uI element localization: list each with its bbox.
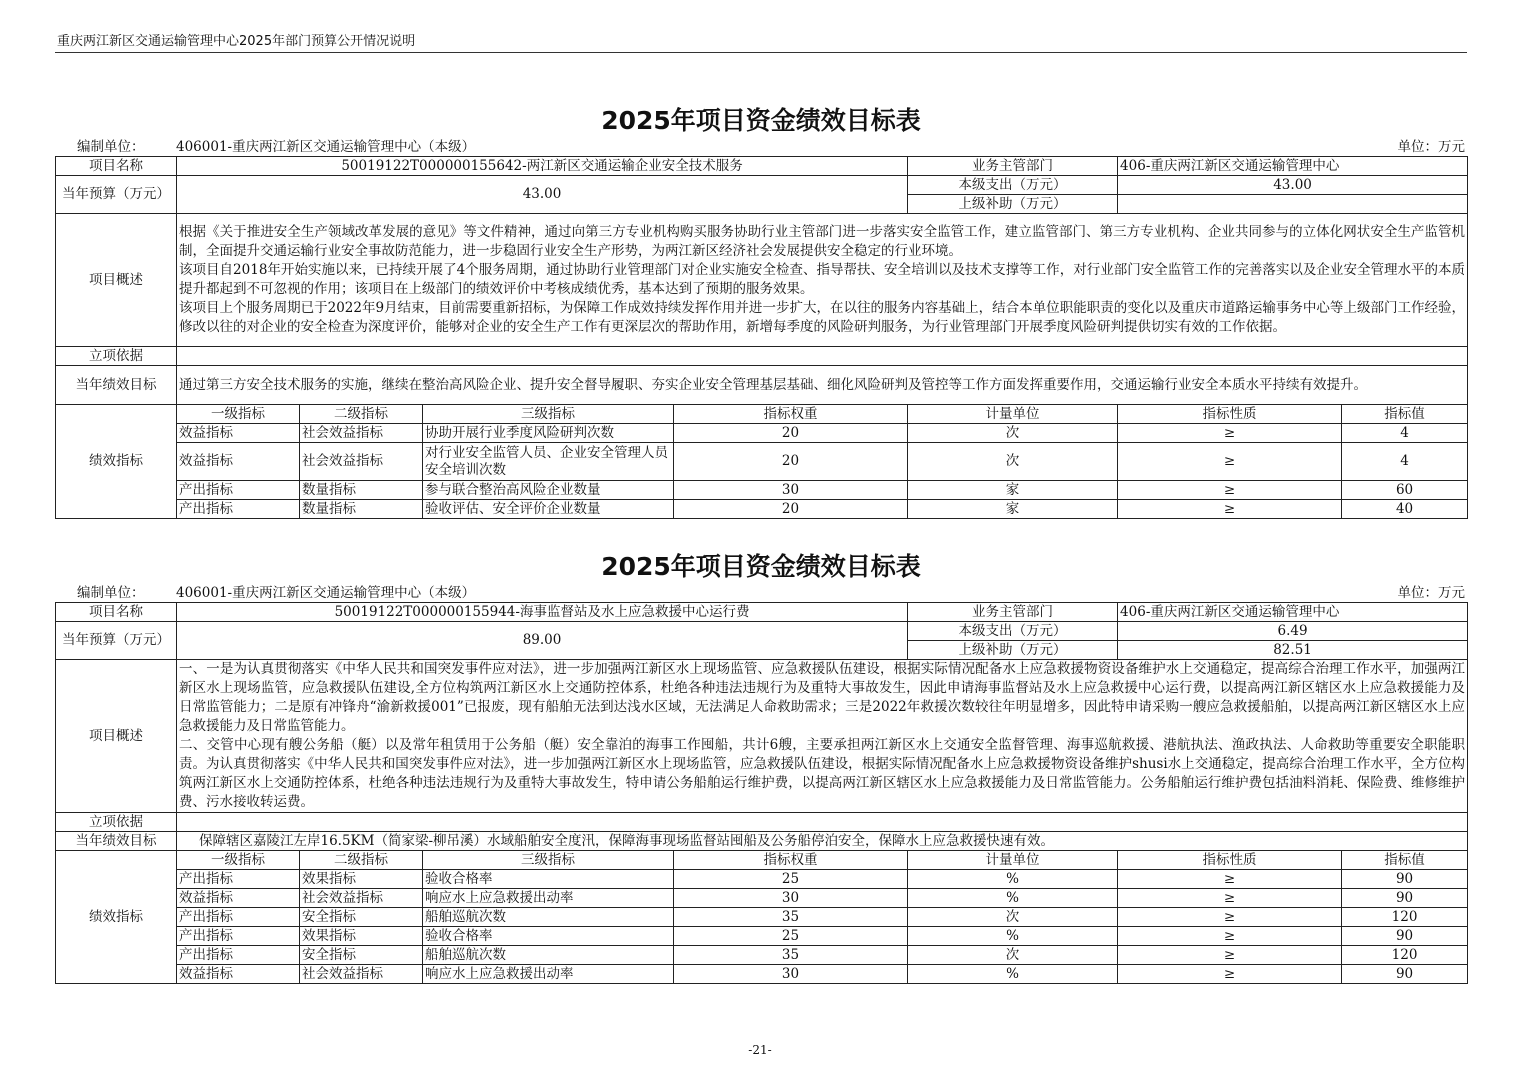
unit: 家 [908,481,1118,500]
col-header: 指标权重 [674,405,908,424]
unit: 次 [908,908,1118,927]
level2: 社会效益指标 [300,965,423,984]
col-header: 二级指标 [300,405,423,424]
nature: ≥ [1118,946,1342,965]
basis-value [177,813,1468,832]
currency-unit: 单位：万元 [1397,139,1465,155]
unit-label: 编制单位： [77,139,145,155]
dept-label: 业务主管部门 [908,157,1118,176]
col-header: 指标性质 [1118,405,1342,424]
nature: ≥ [1118,481,1342,500]
level1: 产出指标 [177,500,300,519]
weight: 25 [674,927,908,946]
level3: 验收评估、安全评价企业数量 [423,500,674,519]
table-body [55,156,1468,519]
level2: 数量指标 [300,500,423,519]
col-header: 三级指标 [423,405,674,424]
level3: 参与联合整治高风险企业数量 [423,481,674,500]
value: 60 [1342,481,1468,500]
level2: 安全指标 [300,946,423,965]
indicator-row [56,908,1468,927]
table-meta [55,138,1467,156]
weight: 20 [674,424,908,443]
unit: % [908,927,1118,946]
level3: 验收合格率 [423,870,674,889]
overview-label: 项目概述 [56,214,177,347]
goal-label: 当年绩效目标 [56,832,177,851]
value: 4 [1342,443,1468,481]
level1: 产出指标 [177,946,300,965]
nature: ≥ [1118,908,1342,927]
local-label: 本级支出（万元） [908,622,1118,641]
basis-label: 立项依据 [56,813,177,832]
subsidy-value [1118,195,1468,214]
weight: 20 [674,443,908,481]
indicator-row [56,443,1468,481]
indicator-row [56,946,1468,965]
goal-label: 当年绩效目标 [56,366,177,405]
basis-label: 立项依据 [56,347,177,366]
nature: ≥ [1118,424,1342,443]
basis-value [177,347,1468,366]
level1: 产出指标 [177,870,300,889]
value: 90 [1342,927,1468,946]
overview-label: 项目概述 [56,660,177,813]
nature: ≥ [1118,927,1342,946]
level3: 船舶巡航次数 [423,946,674,965]
level3: 验收合格率 [423,927,674,946]
currency-unit: 单位：万元 [1397,585,1465,601]
level1: 效益指标 [177,965,300,984]
indicator-row [56,481,1468,500]
overview-text: 一、一是为认真贯彻落实《中华人民共和国突发事件应对法》，进一步加强两江新区水上现场监管、应急救援队伍建设，根据实际情况配备水上应急救援物资设备维护水上交通稳定，提高综合治理工作水平，加强两江新区水上现场监管，应急救援队伍建设,全方位构筑两江新区水上交通防控体系，杜绝各种违法违规行为及重特大事故发生，因此申请海事监督站及水上应急救援中心运行费，以提高两江新区辖区水上应急救援能力及日常监管能力；二是原有冲锋舟“渝新救援001”已报废，现有船舶无法到达浅水区域，无法满足人命救助需求；三是2022年救援次数较往年明显增多，因此特申请采购一艘应急救援船舶，以提高两江新区辖区水上应急救援能力及日常监管能力。 二、交管中心现有艘公务船（艇）以及常年租赁用于公务船（艇）安全靠泊的海事工作囤船，共计6艘，主要承担两江新区水上交通安全监督管理、海事巡航救援、港航执法、渔政执法、人命救助等重要安全职能职责。为认真贯彻落实《中华人民共和国突发事件应对法》，进一步加强两江新区水上现场监管，应急救援队伍建设，根据实际情况配备水上应急救援物资设备维护shusi水上交通稳定，提高综合治理工作水平，全方位构筑两江新区水上交通防控体系，杜绝各种违法违规行为及重特大事故发生，特申请公务船舶运行维护费，以提高两江新区辖区水上应急救援能力及日常监管能力。公务船舶运行维护费包括油料消耗、保险费、维修维护费、污水接收转运费。 [177,660,1468,813]
goal-text: 保障辖区嘉陵江左岸16.5KM（简家梁-柳吊溪）水域船舶安全度汛，保障海事现场监督站囤船及公务船停泊安全，保障水上应急救援快速有效。 [177,832,1468,851]
project-name: 50019122T000000155642-两江新区交通运输企业安全技术服务 [177,157,908,176]
nature: ≥ [1118,443,1342,481]
table-title: 2025年项目资金绩效目标表 [601,106,921,135]
unit-name: 406001-重庆两江新区交通运输管理中心（本级） [176,585,476,601]
col-header: 指标性质 [1118,851,1342,870]
level2: 效果指标 [300,870,423,889]
project-name: 50019122T000000155944-海事监督站及水上应急救援中心运行费 [177,603,908,622]
indicator-row [56,870,1468,889]
table-body [55,602,1468,984]
budget-value: 43.00 [177,176,908,214]
unit: % [908,889,1118,908]
level1: 产出指标 [177,927,300,946]
performance-table-1 [55,104,1467,519]
weight: 30 [674,889,908,908]
value: 120 [1342,908,1468,927]
performance-table-2 [55,550,1467,984]
indicators-label: 绩效指标 [56,851,177,984]
nature: ≥ [1118,870,1342,889]
level3: 船舶巡航次数 [423,908,674,927]
table-title: 2025年项目资金绩效目标表 [601,552,921,581]
dept-value: 406-重庆两江新区交通运输管理中心 [1118,157,1468,176]
project-name-label: 项目名称 [56,603,177,622]
value: 90 [1342,889,1468,908]
local-value: 6.49 [1118,622,1468,641]
dept-value: 406-重庆两江新区交通运输管理中心 [1118,603,1468,622]
col-header: 三级指标 [423,851,674,870]
level3: 协助开展行业季度风险研判次数 [423,424,674,443]
col-header: 一级指标 [177,851,300,870]
project-name-label: 项目名称 [56,157,177,176]
weight: 25 [674,870,908,889]
level2: 社会效益指标 [300,443,423,481]
unit: % [908,965,1118,984]
value: 40 [1342,500,1468,519]
col-header: 二级指标 [300,851,423,870]
level3: 响应水上应急救援出动率 [423,889,674,908]
indicator-row [56,500,1468,519]
indicator-row [56,927,1468,946]
level2: 社会效益指标 [300,889,423,908]
col-header: 一级指标 [177,405,300,424]
header-divider [55,52,1467,53]
level2: 安全指标 [300,908,423,927]
weight: 20 [674,500,908,519]
table-meta [55,584,1467,602]
col-header: 计量单位 [908,405,1118,424]
subsidy-value: 82.51 [1118,641,1468,660]
unit-label: 编制单位： [77,585,145,601]
level2: 数量指标 [300,481,423,500]
level1: 效益指标 [177,424,300,443]
weight: 30 [674,965,908,984]
col-header: 指标值 [1342,405,1468,424]
level1: 产出指标 [177,481,300,500]
document-header: 重庆两江新区交通运输管理中心2025年部门预算公开情况说明 [57,34,416,49]
value: 90 [1342,870,1468,889]
page-number: -21- [748,1043,772,1057]
level1: 产出指标 [177,908,300,927]
dept-label: 业务主管部门 [908,603,1118,622]
unit: % [908,870,1118,889]
nature: ≥ [1118,965,1342,984]
budget-value: 89.00 [177,622,908,660]
level3: 对行业安全监管人员、企业安全管理人员安全培训次数 [423,443,674,481]
value: 90 [1342,965,1468,984]
col-header: 指标权重 [674,851,908,870]
level1: 效益指标 [177,443,300,481]
weight: 35 [674,946,908,965]
value: 120 [1342,946,1468,965]
col-header: 计量单位 [908,851,1118,870]
unit: 次 [908,443,1118,481]
local-label: 本级支出（万元） [908,176,1118,195]
subsidy-label: 上级补助（万元） [908,641,1118,660]
col-header: 指标值 [1342,851,1468,870]
unit: 家 [908,500,1118,519]
nature: ≥ [1118,889,1342,908]
level2: 社会效益指标 [300,424,423,443]
goal-text: 通过第三方安全技术服务的实施，继续在整治高风险企业、提升安全督导履职、夯实企业安全管理基层基础、细化风险研判及管控等工作方面发挥重要作用，交通运输行业安全本质水平持续有效提升。 [177,366,1468,405]
level3: 响应水上应急救援出动率 [423,965,674,984]
unit: 次 [908,946,1118,965]
budget-label: 当年预算（万元） [56,176,177,214]
indicator-row [56,424,1468,443]
nature: ≥ [1118,500,1342,519]
weight: 35 [674,908,908,927]
level2: 效果指标 [300,927,423,946]
indicator-row [56,965,1468,984]
unit: 次 [908,424,1118,443]
indicators-label: 绩效指标 [56,405,177,519]
overview-text: 根据《关于推进安全生产领域改革发展的意见》等文件精神，通过向第三方专业机构购买服务协助行业主管部门进一步落实安全监管工作，建立监管部门、第三方专业机构、企业共同参与的立体化网状安全生产监管机制，全面提升交通运输行业安全事故防范能力，进一步稳固行业安全生产形势，为两江新区经济社会发展提供安全稳定的行业环境。 该项目自2018年开始实施以来，已持续开展了4个服务周期，通过协助行业管理部门对企业实施安全检查、指导帮扶、安全培训以及技术支撑等工作，对行业部门安全监管工作的完善落实以及企业安全管理水平的本质提升都起到不可忽视的作用；该项目在上级部门的绩效评价中考核成绩优秀，基本达到了预期的服务效果。 该项目上个服务周期已于2022年9月结束，目前需要重新招标，为保障工作成效持续发挥作用并进一步扩大，在以往的服务内容基础上，结合本单位职能职责的变化以及重庆市道路运输事务中心等上级部门工作经验，修改以往的对企业的安全检查为深度评价，能够对企业的安全生产工作有更深层次的帮助作用，新增每季度的风险研判服务，为行业管理部门开展季度风险研判提供切实有效的工作依据。 [177,214,1468,347]
value: 4 [1342,424,1468,443]
budget-label: 当年预算（万元） [56,622,177,660]
weight: 30 [674,481,908,500]
indicator-row [56,889,1468,908]
level1: 效益指标 [177,889,300,908]
unit-name: 406001-重庆两江新区交通运输管理中心（本级） [176,139,476,155]
local-value: 43.00 [1118,176,1468,195]
subsidy-label: 上级补助（万元） [908,195,1118,214]
